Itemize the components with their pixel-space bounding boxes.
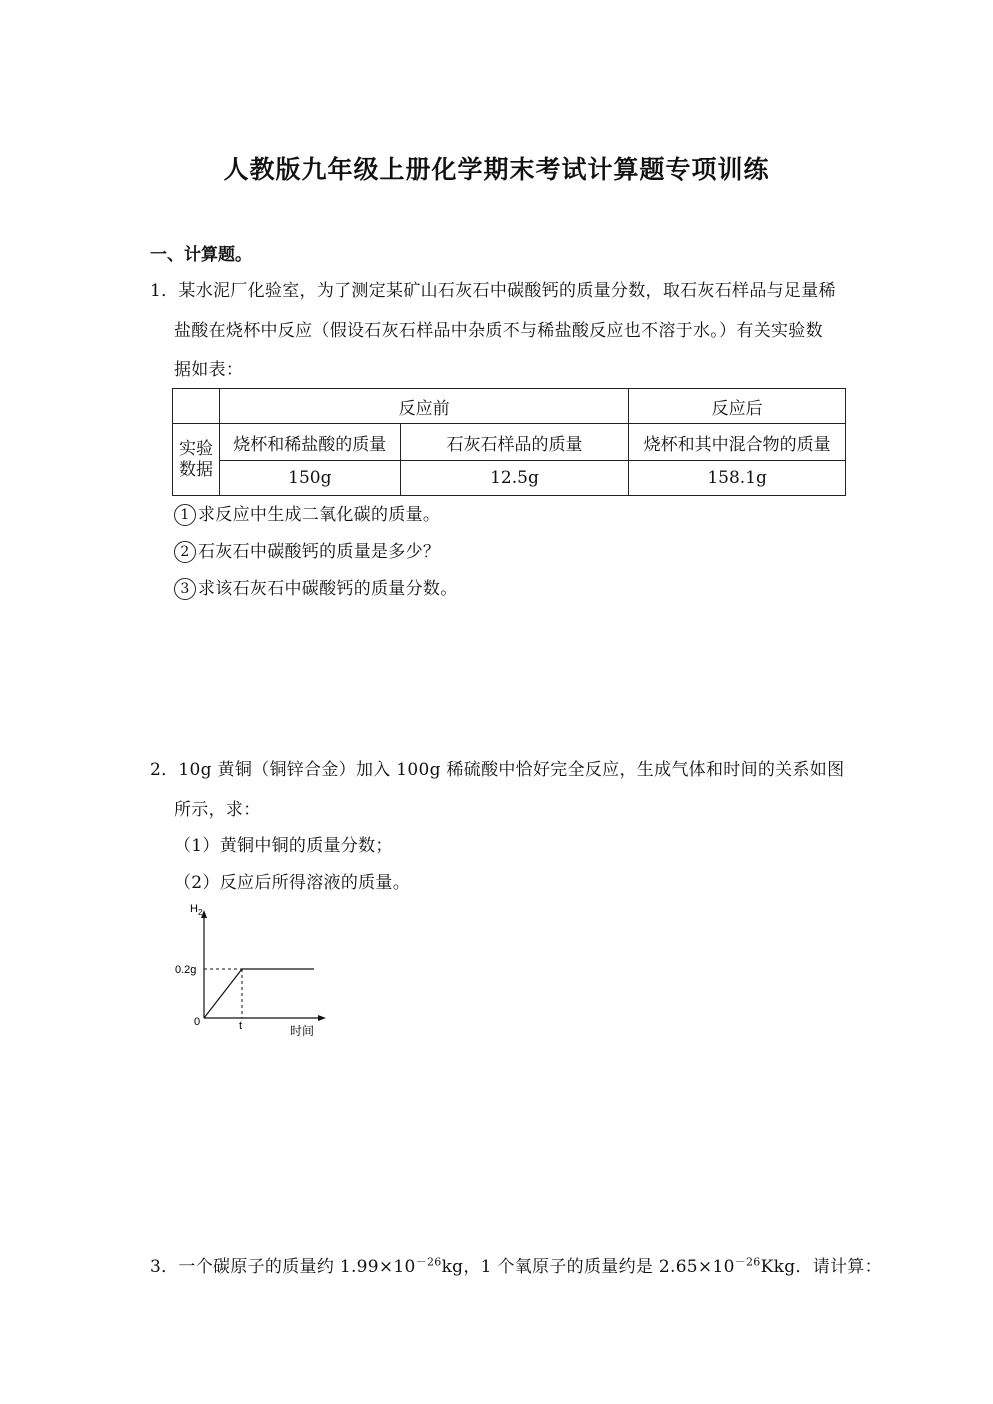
q2-sub-1: （1）黄铜中铜的质量分数； (174, 836, 393, 856)
table-row-header: 实验数据 (173, 424, 220, 496)
section-heading: 一、计算题。 (150, 245, 252, 265)
table-header-after: 反应后 (629, 389, 846, 424)
q3-exponent-b: －26 (734, 1255, 761, 1269)
q3-text-b: kg，1 个氧原子的质量约是 2.65×10 (441, 1257, 735, 1277)
q2-number: 2． (150, 760, 179, 780)
q3-text-c: Kkg．请计算： (760, 1257, 882, 1277)
q2-text-line-2: 所示，求： (174, 800, 261, 820)
q1-sub-3-text: 求该石灰石中碳酸钙的质量分数。 (198, 579, 458, 599)
q1-text-line-3: 据如表： (174, 360, 244, 380)
q2-sub-2: （2）反应后所得溶液的质量。 (174, 873, 411, 893)
document-title: 人教版九年级上册化学期末考试计算题专项训练 (223, 155, 770, 184)
q1-line-1 (150, 276, 836, 301)
x-axis-arrow (318, 1015, 326, 1021)
q1-text-line-1: 某水泥厂化验室，为了测定某矿山石灰石中碳酸钙的质量分数，取石灰石样品与足量稀 (178, 281, 836, 301)
q1-sub-1-text: 求反应中生成二氧化碳的质量。 (198, 505, 441, 525)
table-corner-cell (173, 389, 220, 424)
q2-line-1 (150, 755, 844, 780)
y-axis-label: $H_2$ (190, 903, 203, 917)
q3-number: 3． (150, 1257, 179, 1277)
table-value-1: 150g (219, 461, 400, 496)
x-axis-label: 时间 (290, 1024, 315, 1038)
circled-number-1: 1 (174, 504, 196, 526)
origin-label: 0 (194, 1016, 201, 1028)
table-col-header-1: 烧杯和稀盐酸的质量 (219, 424, 400, 461)
table-col-header-3: 烧杯和其中混合物的质量 (629, 424, 846, 461)
q1-sub-2 (174, 537, 440, 563)
circled-number-2: 2 (174, 541, 196, 563)
q3-text-a: 一个碳原子的质量约 1.99×10 (178, 1257, 416, 1277)
circled-number-3: 3 (174, 578, 196, 600)
table-value-2: 12.5g (400, 461, 629, 496)
gas-time-graph (170, 898, 340, 1043)
q1-text-line-2: 盐酸在烧杯中反应（假设石灰石样品中杂质不与稀盐酸反应也不溶于水。）有关实验数 (174, 321, 823, 341)
q1-sub-1 (174, 500, 440, 526)
table-value-3: 158.1g (629, 461, 846, 496)
q1-sub-3 (174, 574, 458, 600)
q3-exponent-a: －26 (415, 1255, 442, 1269)
table-header-before: 反应前 (219, 389, 628, 424)
q2-text-line-1: 10g 黄铜（铜锌合金）加入 100g 稀硫酸中恰好完全反应，生成气体和时间的关系如图 (178, 760, 845, 780)
q1-sub-2-text: 石灰石中碳酸钙的质量是多少？ (198, 542, 441, 562)
table-col-header-2: 石灰石样品的质量 (400, 424, 629, 461)
y-tick-label: 0.2g (175, 964, 197, 976)
q1-number: 1． (150, 281, 179, 301)
experiment-data-table (172, 388, 846, 496)
x-tick-label: t (239, 1020, 243, 1032)
h2-series-line (204, 969, 314, 1018)
q3-line-1 (150, 1252, 882, 1277)
